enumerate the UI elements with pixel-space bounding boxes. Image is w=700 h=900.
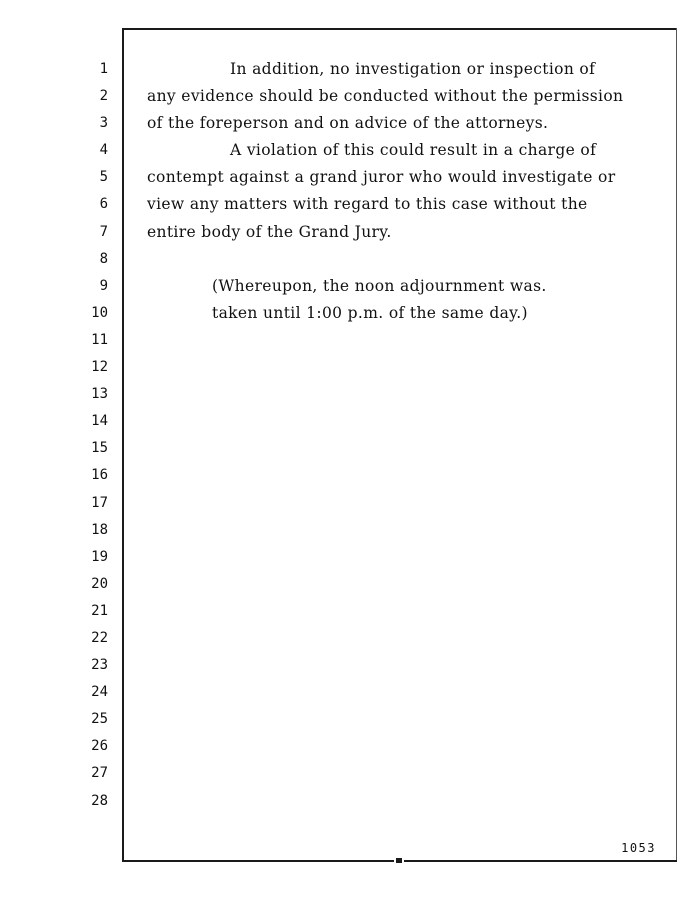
transcript-line: In addition, no investigation or inspection of: [230, 60, 596, 78]
line-number: 3: [99, 115, 108, 132]
transcript-line: [147, 708, 667, 735]
transcript-line: [147, 735, 667, 762]
line-number: 2: [99, 88, 108, 105]
line-number: 10: [91, 304, 108, 321]
line-number: 27: [91, 765, 108, 782]
transcript-line: [147, 573, 667, 600]
transcript-line: (Whereupon, the noon adjournment was.: [212, 276, 547, 295]
line-number: 20: [91, 575, 108, 592]
transcript-line: of the foreperson and on advice of the attorneys.: [147, 114, 549, 133]
page-number: 1053: [621, 841, 656, 855]
page-frame-left-border: [122, 28, 124, 862]
line-number: 11: [91, 331, 108, 348]
page-frame-top-border: [122, 28, 677, 30]
line-number: 4: [99, 142, 108, 159]
transcript-line: [147, 437, 667, 464]
line-number: 17: [91, 494, 108, 511]
line-number: 24: [91, 684, 108, 701]
line-number: 9: [99, 277, 108, 294]
transcript-line: [147, 410, 667, 437]
transcript-line: [147, 492, 667, 519]
line-number: 6: [99, 196, 108, 213]
transcript-line: A violation of this could result in a charge of: [230, 141, 597, 160]
transcript-line: [147, 329, 667, 356]
page-frame-right-border: [676, 28, 677, 862]
transcript-line: entire body of the Grand Jury.: [147, 222, 392, 241]
transcript-line: [147, 248, 667, 275]
line-number: 16: [91, 467, 108, 484]
line-number: 1: [99, 61, 108, 77]
line-number: 8: [99, 250, 108, 267]
line-number: 15: [91, 440, 108, 457]
transcript-line: view any matters with regard to this case without the: [147, 195, 588, 214]
line-number: 12: [91, 359, 108, 376]
line-number: 7: [99, 223, 108, 240]
transcript-line: [147, 356, 667, 383]
transcript-line: any evidence should be conducted without the permission: [147, 87, 624, 106]
line-number: 25: [91, 711, 108, 728]
line-number: 22: [91, 629, 108, 646]
line-number: 13: [91, 386, 108, 403]
transcript-line: [147, 546, 667, 573]
line-number: 18: [91, 521, 108, 538]
line-number: 28: [91, 792, 108, 809]
page-frame-bottom-border: [122, 860, 394, 862]
transcript-line: [147, 654, 667, 681]
line-number: 14: [91, 413, 108, 430]
transcript-line: [147, 383, 667, 410]
line-number: 19: [91, 548, 108, 565]
transcript-line: taken until 1:00 p.m. of the same day.): [212, 303, 528, 322]
transcript-line: [147, 627, 667, 654]
transcript-line: [147, 519, 667, 546]
transcript-line: [147, 681, 667, 708]
line-number: 5: [99, 169, 108, 186]
line-number: 21: [91, 602, 108, 619]
line-number: 26: [91, 738, 108, 755]
transcript-line: [147, 600, 667, 627]
transcript-line: [147, 790, 667, 817]
transcript-line: [147, 464, 667, 491]
page-frame-notch: [396, 858, 402, 863]
page-frame-bottom-border: [404, 860, 677, 862]
transcript-line: [147, 762, 667, 789]
transcript-line: contempt against a grand juror who would investigate or: [147, 168, 616, 187]
line-number-column: [60, 58, 108, 817]
line-number: 23: [91, 657, 108, 674]
transcript-text: [147, 58, 667, 817]
